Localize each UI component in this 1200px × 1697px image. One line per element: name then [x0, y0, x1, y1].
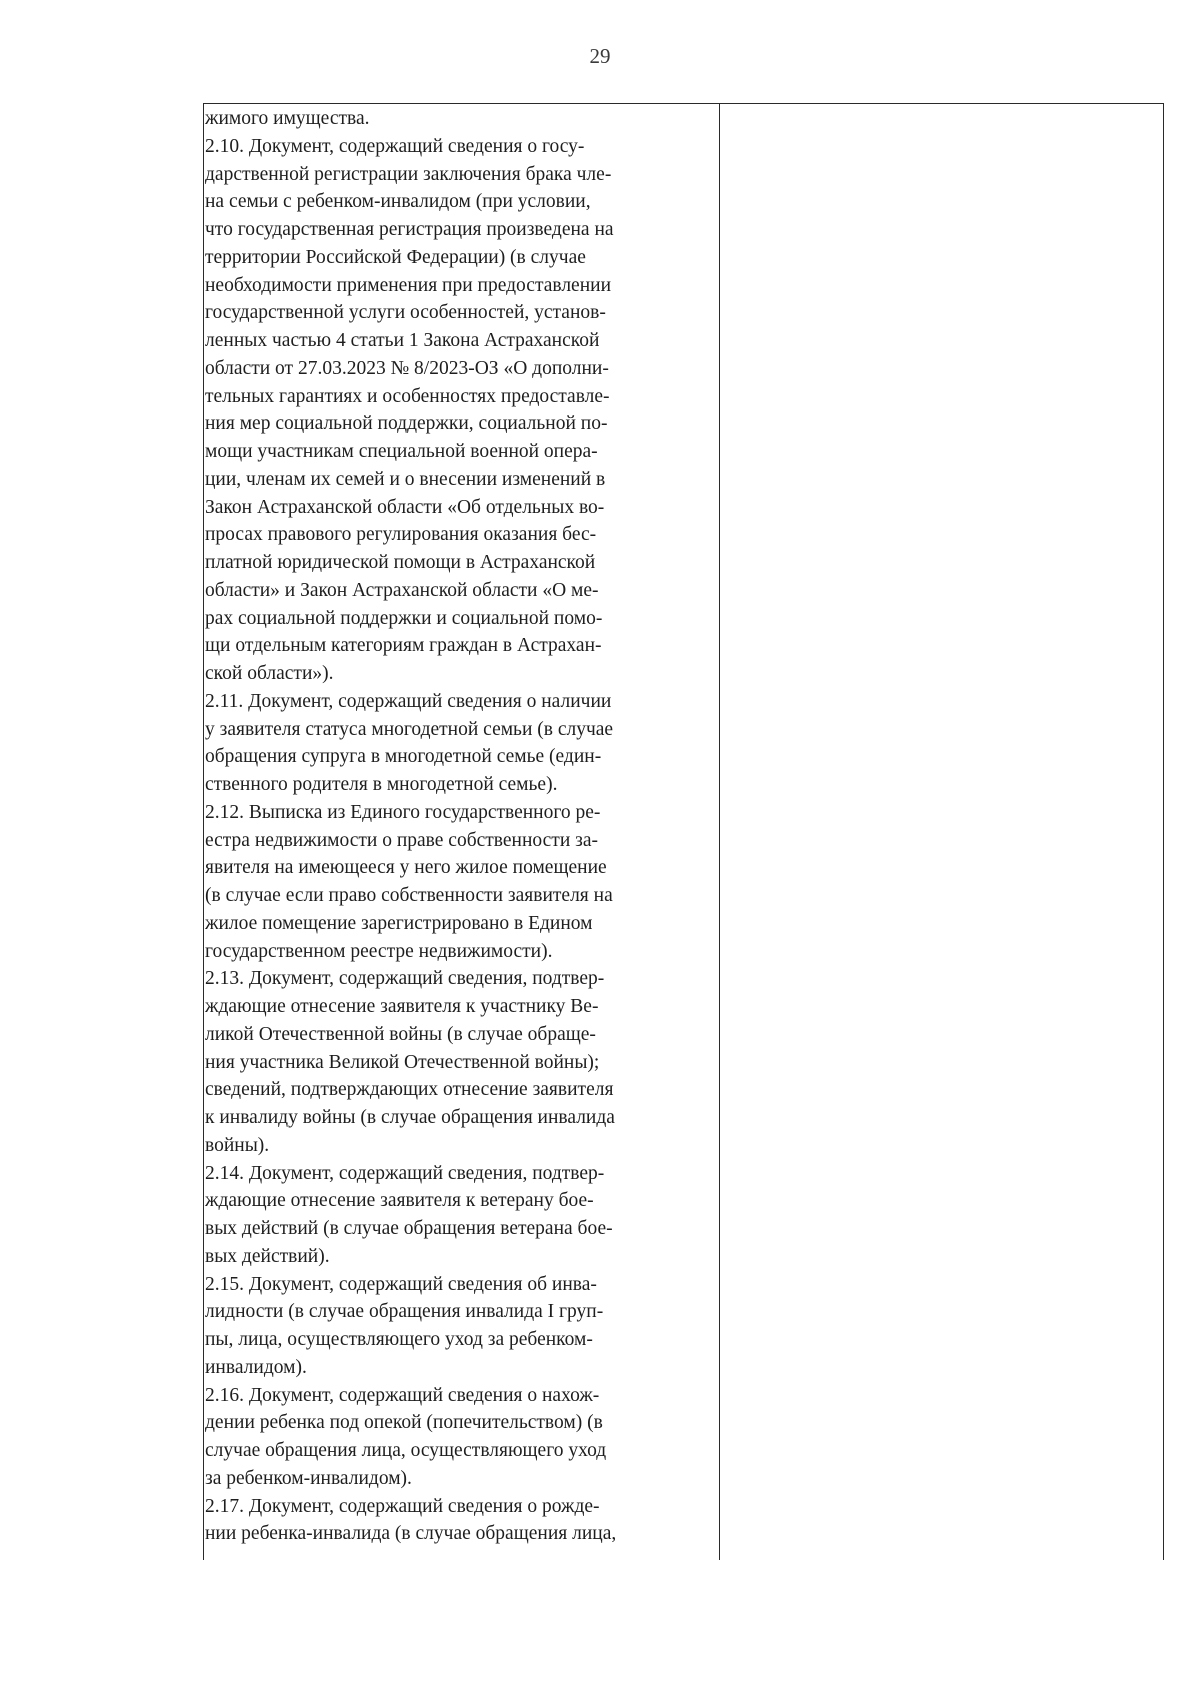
text-line: просах правового регулирования оказания бес-: [205, 524, 597, 546]
paragraph: [205, 799, 715, 966]
text-line: ния мер социальной поддержки, социальной по-: [205, 413, 608, 435]
text-line: 2.10. Документ, содержащий сведения о госу-: [205, 135, 585, 157]
text-line: щи отдельным категориям граждан в Астрахан-: [205, 635, 602, 657]
paragraph: [205, 1271, 715, 1382]
column-divider: [719, 103, 720, 1560]
text-line: 2.12. Выписка из Единого государственного ре-: [205, 801, 601, 823]
table-right-border: [1163, 103, 1164, 1560]
paragraph: [205, 1382, 715, 1493]
paragraph: [205, 688, 715, 799]
text-line: пы, лица, осуществляющего уход за ребенком-: [205, 1329, 593, 1350]
paragraph: [205, 1493, 715, 1549]
text-line: случае обращения лица, осуществляющего уход: [205, 1440, 607, 1461]
left-column-text: [205, 105, 715, 1548]
text-line: жилое помещение зарегистрировано в Едином: [205, 912, 593, 934]
page-number: 29: [589, 44, 611, 68]
text-line: естра недвижимости о праве собственности за-: [205, 829, 598, 851]
paragraph: [205, 133, 715, 688]
text-line: тельных гарантиях и особенностях предоставле-: [205, 385, 610, 407]
text-line: 2.17. Документ, содержащий сведения о рожде-: [205, 1495, 600, 1517]
text-line: области от 27.03.2023 № 8/2023-ОЗ «О дополни-: [205, 357, 609, 379]
text-line: государственной услуги особенностей, установ-: [205, 302, 606, 324]
text-line: у заявителя статуса многодетной семьи (в случае: [205, 718, 614, 740]
text-line: ции, членам их семей и о внесении изменений в: [205, 468, 606, 490]
text-line: платной юридической помощи в Астраханской: [205, 552, 596, 573]
text-line: необходимости применения при предоставлении: [205, 274, 612, 296]
text-line: войны).: [205, 1134, 270, 1156]
text-line: ждающие отнесение заявителя к участнику Ве-: [205, 996, 599, 1017]
text-line: ждающие отнесение заявителя к ветерану бое-: [205, 1190, 594, 1212]
text-line: дарственной регистрации заключения брака чле-: [205, 163, 612, 185]
text-line: территории Российской Федерации) (в случае: [205, 246, 586, 268]
paragraph: [205, 965, 715, 1159]
text-line: 2.11. Документ, содержащий сведения о наличии: [205, 690, 612, 712]
text-line: вых действий).: [205, 1245, 330, 1267]
text-line: государственном реестре недвижимости).: [205, 940, 553, 962]
text-line: ской области»).: [205, 663, 334, 684]
text-line: ликой Отечественной войны (в случае обраще-: [205, 1023, 596, 1045]
text-line: нии ребенка-инвалида (в случае обращения лица,: [205, 1523, 617, 1545]
text-line: жимого имущества.: [205, 108, 370, 129]
text-line: к инвалиду войны (в случае обращения инвалида: [205, 1107, 615, 1128]
text-line: за ребенком-инвалидом).: [205, 1467, 412, 1489]
text-line: дении ребенка под опекой (попечительством) (в: [205, 1412, 603, 1434]
text-line: ния участника Великой Отечественной войны);: [205, 1051, 600, 1073]
text-line: обращения супруга в многодетной семье (един-: [205, 746, 602, 768]
text-line: вых действий (в случае обращения ветерана бое-: [205, 1218, 613, 1239]
text-line: ственного родителя в многодетной семье).: [205, 774, 558, 795]
text-line: ленных частью 4 статьи 1 Закона Астраханской: [205, 330, 600, 351]
text-line: рах социальной поддержки и социальной помо-: [205, 607, 603, 629]
text-line: 2.16. Документ, содержащий сведения о нахож-: [205, 1384, 600, 1406]
text-line: сведений, подтверждающих отнесение заявителя: [205, 1079, 614, 1101]
text-line: явителя на имеющееся у него жилое помещение: [205, 857, 607, 879]
text-line: 2.14. Документ, содержащий сведения, подтвер-: [205, 1162, 605, 1184]
text-line: мощи участникам специальной военной опера-: [205, 441, 598, 462]
text-line: 2.13. Документ, содержащий сведения, подтвер-: [205, 968, 605, 990]
paragraph: [205, 1160, 715, 1271]
text-line: инвалидом).: [205, 1356, 307, 1378]
paragraph: [205, 105, 715, 133]
text-line: что государственная регистрация произведена на: [205, 219, 614, 240]
text-line: лидности (в случае обращения инвалида I груп-: [205, 1301, 604, 1323]
text-line: области» и Закон Астраханской области «О ме-: [205, 579, 599, 601]
text-line: на семьи с ребенком-инвалидом (при условии,: [205, 191, 591, 213]
text-line: Закон Астраханской области «Об отдельных во-: [205, 496, 605, 518]
text-line: (в случае если право собственности заявителя на: [205, 885, 613, 906]
text-line: 2.15. Документ, содержащий сведения об инва-: [205, 1273, 597, 1295]
